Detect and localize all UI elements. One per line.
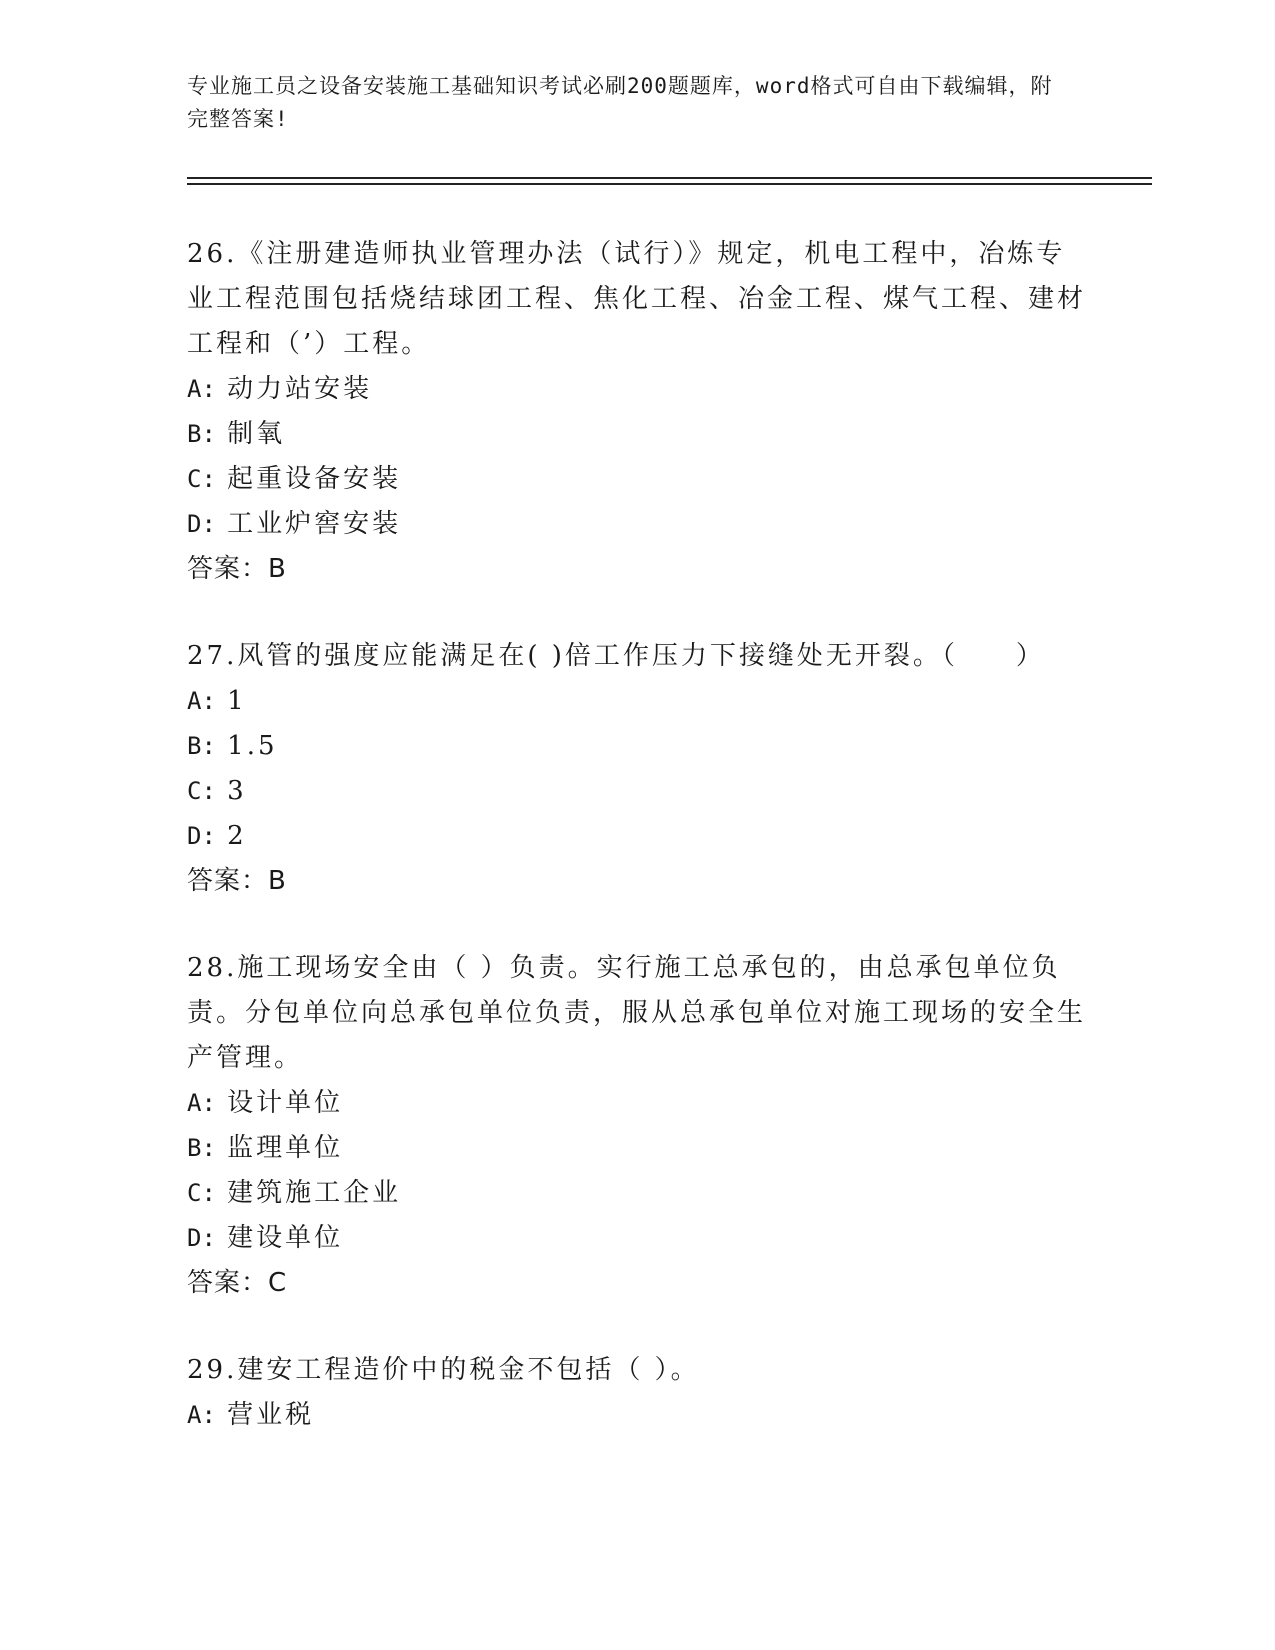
option-key: D: bbox=[187, 510, 216, 538]
option-key: A: bbox=[187, 375, 216, 403]
option-text: 工业炉窖安装 bbox=[227, 509, 402, 539]
option-key: C: bbox=[187, 1179, 216, 1207]
header-divider-bottom bbox=[187, 183, 1152, 185]
option-text: 建筑施工企业 bbox=[227, 1178, 402, 1208]
option-text: 制氧 bbox=[227, 419, 286, 449]
option-c bbox=[187, 769, 1087, 814]
question-list bbox=[187, 232, 1087, 1480]
document-header: 专业施工员之设备安装施工基础知识考试必刷200题题库，word格式可自由下载编辑，附完整答案! bbox=[187, 74, 1053, 131]
option-key: A: bbox=[187, 1089, 216, 1117]
option-d bbox=[187, 814, 1087, 859]
option-text: 监理单位 bbox=[227, 1133, 344, 1163]
option-key: C: bbox=[187, 465, 216, 493]
question-29 bbox=[187, 1348, 1087, 1438]
option-key: A: bbox=[187, 687, 216, 715]
option-b bbox=[187, 412, 1087, 457]
option-d bbox=[187, 1216, 1087, 1261]
answer-line: 答案：B bbox=[187, 554, 287, 584]
option-a bbox=[187, 679, 1087, 724]
question-26 bbox=[187, 232, 1087, 592]
option-key: C: bbox=[187, 777, 216, 805]
option-c bbox=[187, 457, 1087, 502]
option-key: D: bbox=[187, 822, 216, 850]
option-text: 起重设备安装 bbox=[227, 464, 402, 494]
option-text: 建设单位 bbox=[227, 1223, 344, 1253]
option-d bbox=[187, 502, 1087, 547]
question-text: 27.风管的强度应能满足在( )倍工作压力下接缝处无开裂。（ ） bbox=[187, 641, 1045, 671]
option-text: 2 bbox=[227, 821, 247, 851]
answer-line: 答案：C bbox=[187, 1268, 288, 1298]
option-a bbox=[187, 1393, 1087, 1438]
option-key: B: bbox=[187, 1134, 216, 1162]
option-text: 设计单位 bbox=[227, 1088, 344, 1118]
question-text: 28.施工现场安全由（ ）负责。实行施工总承包的，由总承包单位负责。分包单位向总承包单位负责，服从总承包单位对施工现场的安全生产管理。 bbox=[187, 953, 1087, 1073]
option-c bbox=[187, 1171, 1087, 1216]
question-27 bbox=[187, 634, 1087, 904]
option-text: 动力站安装 bbox=[227, 374, 373, 404]
question-text: 29.建安工程造价中的税金不包括（ ）。 bbox=[187, 1355, 700, 1385]
question-28 bbox=[187, 946, 1087, 1306]
option-a bbox=[187, 1081, 1087, 1126]
answer-line: 答案：B bbox=[187, 866, 287, 896]
option-key: D: bbox=[187, 1224, 216, 1252]
option-text: 1 bbox=[227, 686, 247, 716]
option-text: 1.5 bbox=[227, 731, 278, 761]
header-divider-top bbox=[187, 177, 1152, 179]
option-key: B: bbox=[187, 420, 216, 448]
option-key: B: bbox=[187, 732, 216, 760]
option-b bbox=[187, 1126, 1087, 1171]
option-a bbox=[187, 367, 1087, 412]
option-text: 营业税 bbox=[227, 1400, 315, 1430]
option-b bbox=[187, 724, 1087, 769]
option-key: A: bbox=[187, 1401, 216, 1429]
question-text: 26.《注册建造师执业管理办法（试行）》规定，机电工程中，冶炼专业工程范围包括烧结球团工程、焦化工程、冶金工程、煤气工程、建材工程和（’）工程。 bbox=[187, 239, 1087, 359]
option-text: 3 bbox=[227, 776, 247, 806]
